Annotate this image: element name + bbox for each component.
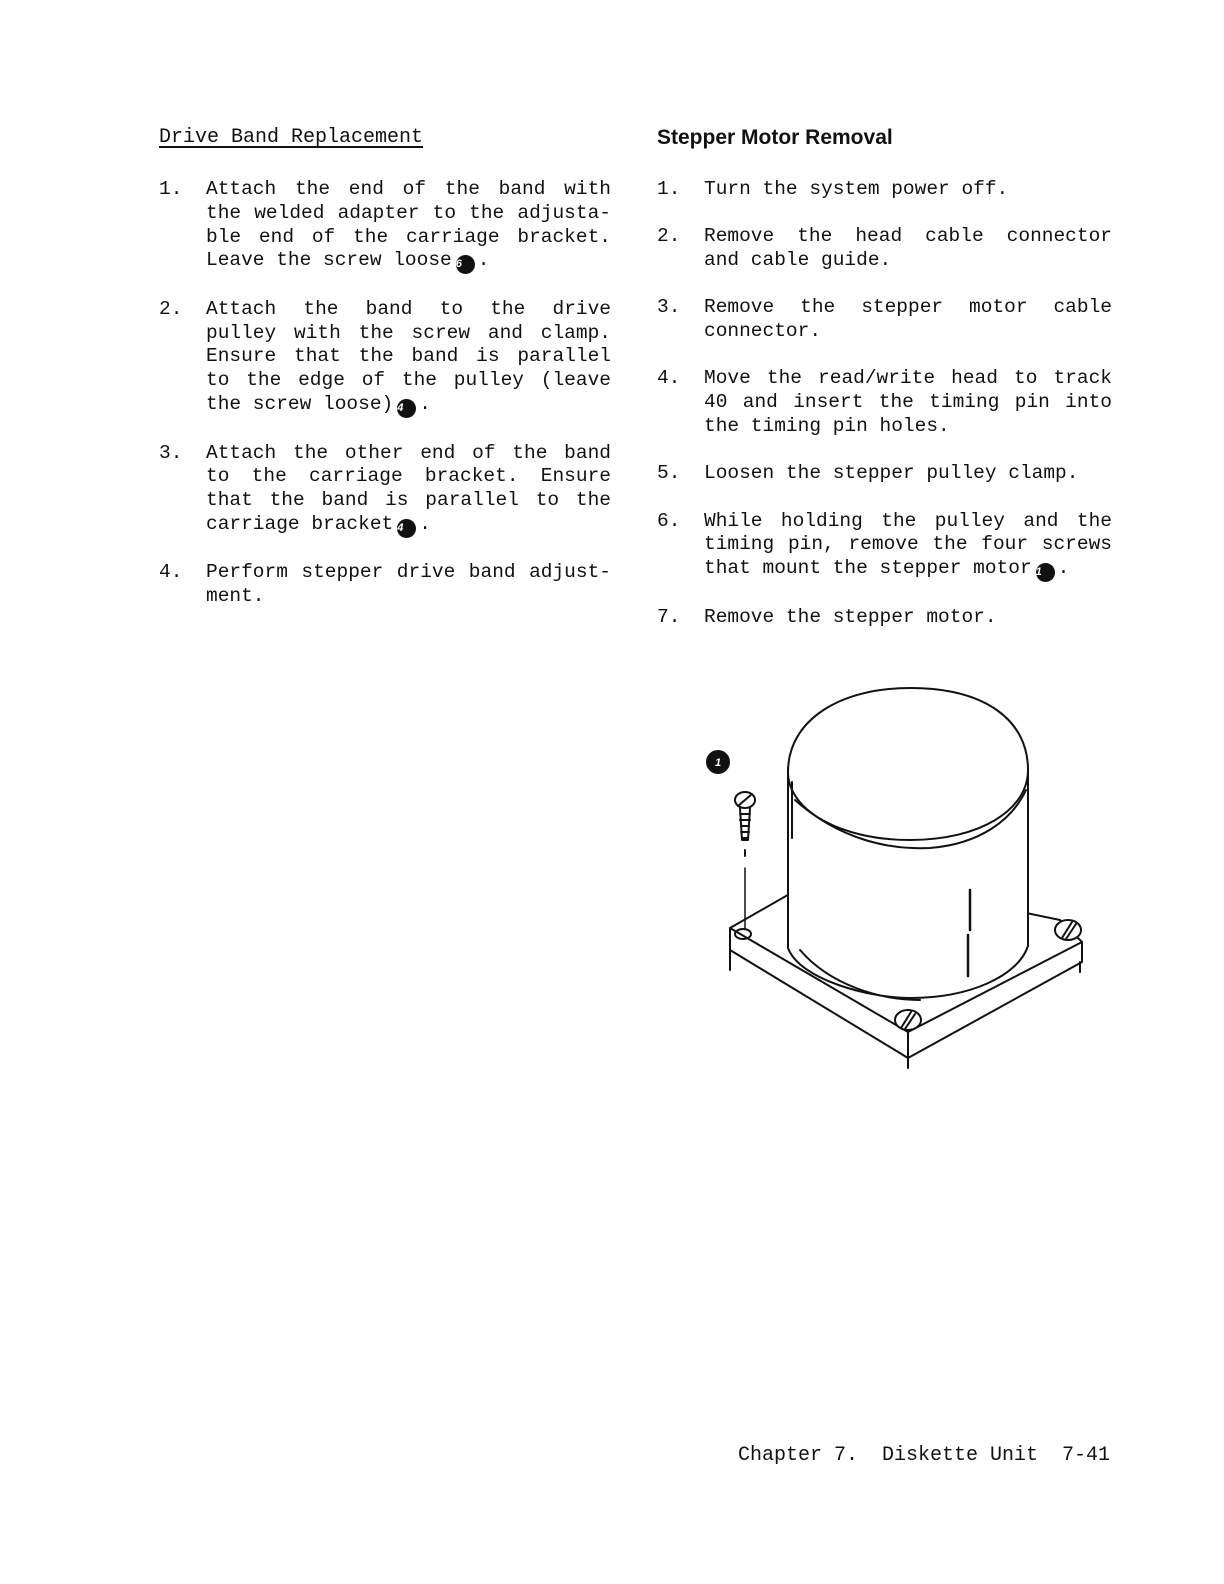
- list-item: [159, 298, 611, 418]
- left-column: [159, 124, 611, 633]
- callout-4-icon: 4: [397, 519, 416, 538]
- right-column: [657, 124, 1112, 653]
- step-text: Loosen the stepper pulley clamp.: [704, 462, 1079, 485]
- step-text: Attach the end of the band with the welded adapter to the adjusta- ble end of the carriage bracket. Leave the screw loose 6 .: [206, 178, 611, 274]
- step-number: 5.: [657, 462, 681, 485]
- step-text: Turn the system power off.: [704, 178, 1009, 200]
- list-item: [657, 510, 1112, 583]
- step-text: Attach the other end of the band to the carriage bracket. Ensure that the band is parallel to the carriage bracket 4 .: [206, 442, 611, 538]
- step-number: 7.: [657, 605, 681, 628]
- list-item: [657, 178, 1112, 202]
- step-number: 3.: [159, 441, 183, 464]
- step-number: 6.: [657, 509, 681, 532]
- step-number: 4.: [159, 561, 183, 584]
- step-text: Remove the stepper motor cable connector.: [704, 296, 1112, 343]
- step-text: While holding the pulley and the timing pin, remove the four screws that mount the stepper motor 1 .: [704, 510, 1112, 583]
- step-number: 2.: [159, 297, 183, 320]
- figure-callout-label: 1: [714, 757, 722, 769]
- list-item: [657, 462, 1112, 486]
- list-item: [159, 178, 611, 274]
- step-text: Remove the head cable connector and cable guide.: [704, 225, 1112, 272]
- page-footer: Chapter 7. Diskette Unit 7-41: [737, 1444, 1110, 1467]
- step-number: 3.: [657, 296, 681, 319]
- step-number: 4.: [657, 367, 681, 390]
- step-text: Remove the stepper motor.: [704, 605, 997, 628]
- list-item: [657, 367, 1112, 438]
- step-number: 2.: [657, 225, 681, 248]
- callout-1-icon: 1: [1036, 563, 1055, 582]
- step-text: Move the read/write head to track 40 and insert the timing pin into the timing pin holes.: [704, 367, 1112, 438]
- list-item: [159, 442, 611, 538]
- stepper-motor-removal-heading: Stepper Motor Removal: [657, 126, 893, 149]
- list-item: [657, 225, 1112, 273]
- step-number: 1.: [657, 178, 681, 200]
- drive-band-steps: [159, 178, 611, 609]
- list-item: [657, 296, 1112, 344]
- callout-6-icon: 6: [456, 255, 475, 274]
- stepper-motor-figure: [700, 680, 1110, 1100]
- list-item: [657, 606, 1112, 630]
- list-item: [159, 561, 611, 609]
- step-text: Perform stepper drive band adjust- ment.: [206, 561, 611, 608]
- step-text: Attach the band to the drive pulley with the screw and clamp. Ensure that the band is parallel to the edge of the pulley (leave the screw loose) 4 .: [206, 298, 611, 418]
- stepper-motor-steps: [657, 178, 1112, 630]
- drive-band-replacement-heading: Drive Band Replacement: [159, 126, 424, 149]
- step-number: 1.: [159, 178, 183, 200]
- stepper-motor-illustration: [700, 680, 1110, 1100]
- callout-4-icon: 4: [397, 399, 416, 418]
